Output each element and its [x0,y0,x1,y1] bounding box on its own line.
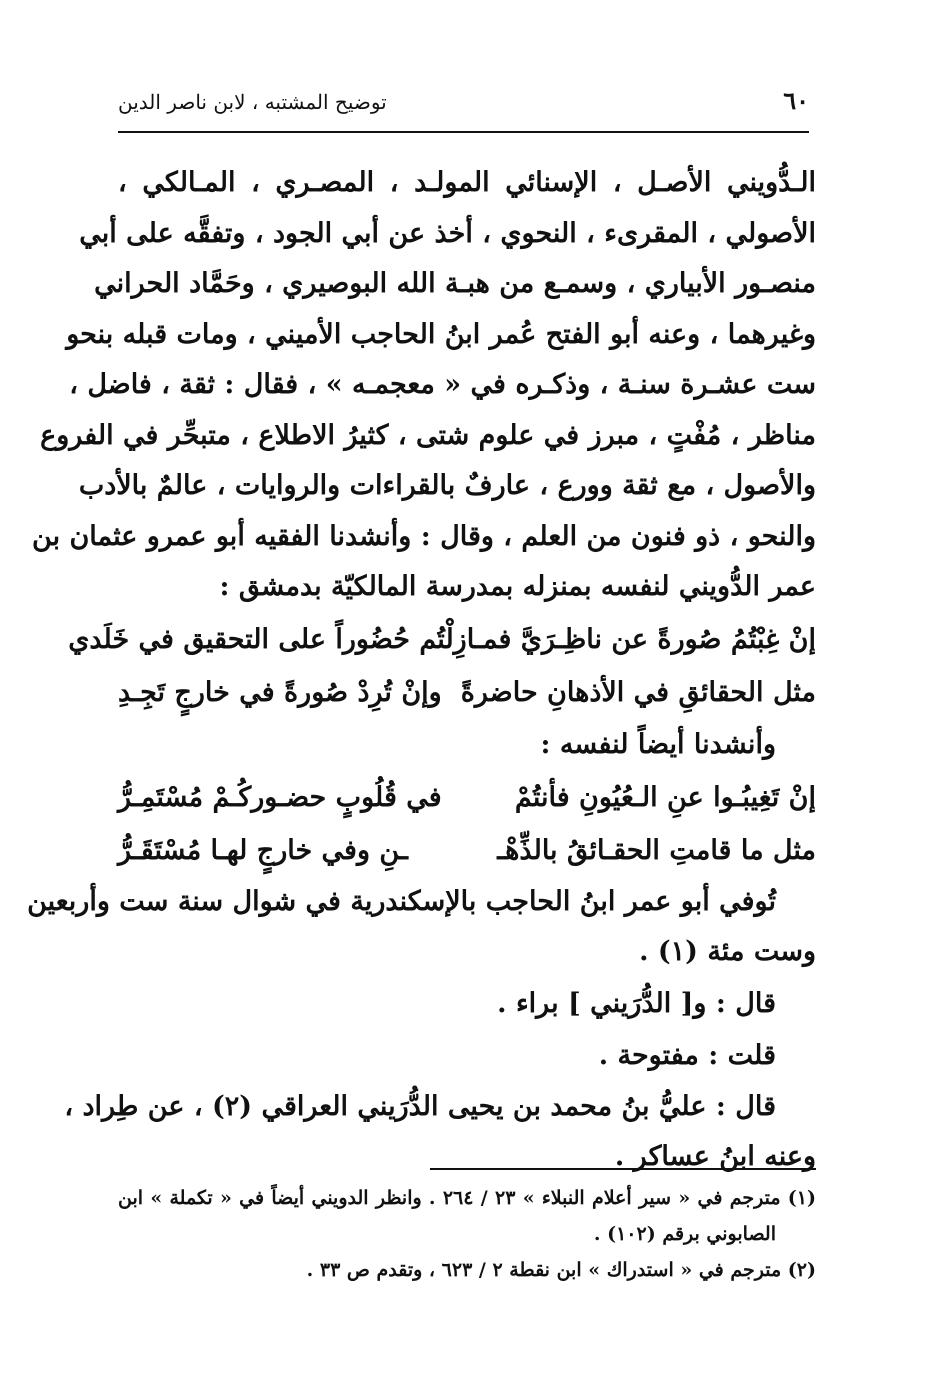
text-line: منصـور الأبياري ، وسمـع من هبـة الله البوصيري ، وحَمَّاد الحراني [94,268,816,299]
verse-second-hemistich: زِلْتُم حُضُوراً على التحقيق في خَلَدي [68,623,467,655]
main-text [27,158,816,1183]
footnote-line: (٢) مترجم في « استدراك » ابن نقطة ٢ / ٦٢٣ ، وتقدم ص ٣٣ . [306,1259,816,1281]
text-line: مناظر ، مُفْتٍ ، مبرز في علوم شتى ، كثيرُ الاطلاع ، متبحِّر في الفروع [40,419,816,451]
poem-intro: وأنشدنا أيضاً لنفسه : [540,728,776,760]
footnote-line: الصابوني برقم (١٠٢) . [593,1223,776,1245]
footnotes [118,1180,816,1288]
text-line: وست مئة (١) . [639,936,816,967]
verse-first-hemistich: إنْ تَغِيبُـوا عنِ الـعُيُونِ فأنتُمْ [514,781,816,813]
poem-verse [118,666,816,719]
poem-verse [118,824,816,877]
text-line: وعنه ابنُ عساكر . [614,1141,816,1172]
page-number: ٦٠ [783,86,809,115]
text-line: عمر الدُّويني لنفسه بمنزله بمدرسة المالكيّة بدمشق : [219,571,816,602]
verse-first-hemistich: إنْ غِبْتُمُ صُورةً عن ناظِـرَيَّ فمـا [466,623,816,655]
text-line: والأصول ، مع ثقة وورع ، عارفٌ بالقراءات والروايات ، عالمٌ بالأدب [78,470,816,501]
text-line: قال : عليُّ بنُ محمد بن يحيى الدُّرَيني العراقي (٢) ، عن طِراد ، [64,1090,776,1122]
poem-verse [118,771,816,824]
header-rule [118,131,809,133]
poem-verse [68,613,816,666]
verse-second-hemistich: ـنِ وفي خارجٍ لهـا مُسْتَقَـرُّ [118,834,408,866]
footnote-line: (١) مترجم في « سير أعلام النبلاء » ٢٣ / ٢٦٤ . وانظر الدويني أيضاً في « تكملة » ابن [118,1187,816,1209]
footnote-rule [430,1168,816,1170]
text-line: وغيرهما ، وعنه أبو الفتح عُمر ابنُ الحاجب الأميني ، ومات قبله بنحو [66,318,816,350]
text-line: والنحو ، ذو فنون من العلم ، وقال : وأنشدنا الفقيه أبو عمرو عثمان بن [32,520,816,552]
text-line: ست عشـرة سنـة ، وذكـره في « معجمـه » ، فقال : ثقة ، فاضل ، [69,369,816,400]
text-line: تُوفي أبو عمر ابنُ الحاجب بالإسكندرية في شوال سنة ست وأربعين [27,885,776,917]
verse-second-hemistich: وإنْ تُرِدْ صُورةً في خارجٍ تَجِـدِ [118,676,442,708]
page-header [118,84,809,124]
text-line: الـدُّويني الأصـل ، الإسنائي المولـد ، المصـري ، المـالكي ، [118,167,816,198]
verse-first-hemistich: مثل الحقائقِ في الأذهانِ حاضرةً [460,676,816,708]
text-line: قال : و[ الدُّرَيني ] براء . [497,987,776,1019]
running-title: توضيح المشتبه ، لابن ناصر الدين [118,90,387,114]
text-line: الأصولي ، المقرىء ، النحوي ، أخذ عن أبي الجود ، وتفقَّه على أبي [79,217,816,249]
verse-first-hemistich: مثل ما قامتِ الحقـائقُ بالذِّهْـ [497,834,816,866]
verse-second-hemistich: في قُلُوبٍ حضـوركُـمْ مُسْتَمِـرُّ [118,781,442,813]
text-line: قلت : مفتوحة . [598,1039,776,1071]
